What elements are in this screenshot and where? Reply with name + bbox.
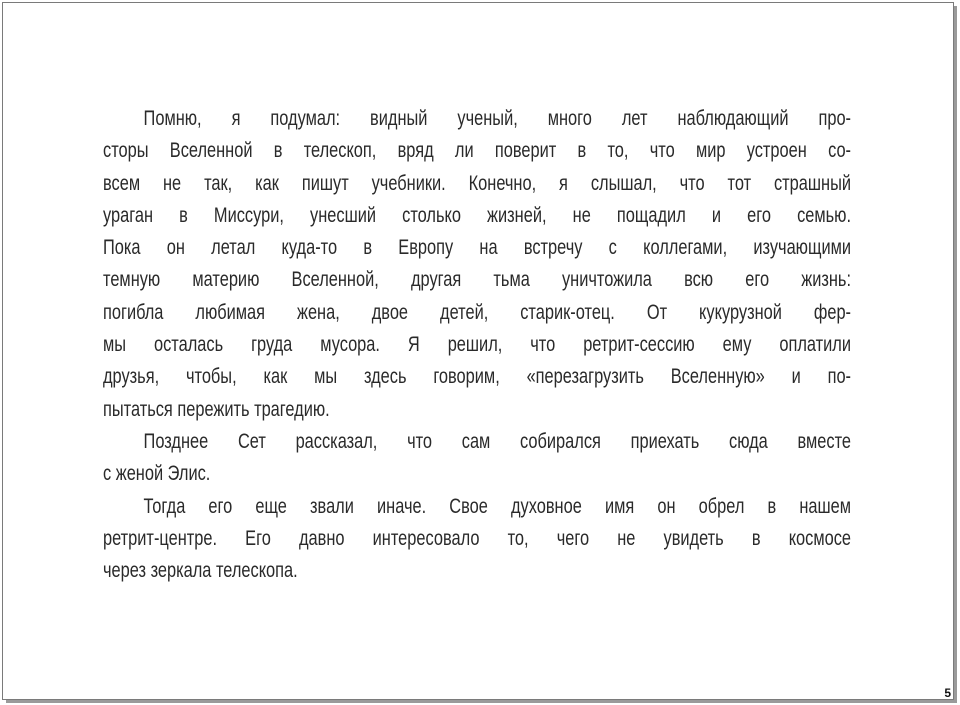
paragraph-3: [103, 491, 851, 588]
text-line: Тогда его еще звали иначе. Свое духовное имя он обрел в нашем: [143, 494, 852, 518]
paragraph-2: [103, 426, 851, 491]
text-line: с женой Элис.: [103, 462, 211, 486]
text-line: сторы Вселенной в телескоп, вряд ли поверит в то, что мир устроен со-: [103, 139, 852, 163]
text-line: Помню, я подумал: видный ученый, много лет наблюдающий про-: [143, 107, 852, 130]
text-line: мы осталась груда мусора. Я решил, что ретрит-сессию ему оплатили: [103, 333, 852, 357]
text-line: погибла любимая жена, двое детей, старик-отец. От кукурузной фер-: [103, 300, 852, 324]
text-line: ураган в Миссури, унесший столько жизней, не пощадил и его семью.: [103, 203, 852, 227]
paragraph-1: [103, 103, 851, 426]
text-line: Позднее Сет рассказал, что сам собирался приехать сюда вместе: [143, 429, 852, 453]
page-number: 5: [944, 686, 951, 700]
text-line: всем не так, как пишут учебники. Конечно, я слышал, что тот страшный: [103, 171, 852, 195]
text-line: ретрит-центре. Его давно интересовало то, чего не увидеть в космосе: [103, 526, 852, 550]
text-line: через зеркала телескопа.: [103, 559, 298, 583]
text-line: Пока он летал куда-то в Европу на встречу с коллегами, изучающими: [103, 236, 852, 260]
text-line: темную материю Вселенной, другая тьма уничтожила всю его жизнь:: [103, 268, 852, 292]
text-line: пытаться пережить трагедию.: [103, 397, 330, 421]
body-text: [103, 103, 851, 587]
text-line: друзья, чтобы, как мы здесь говорим, «перезагрузить Вселенную» и по-: [103, 365, 852, 389]
